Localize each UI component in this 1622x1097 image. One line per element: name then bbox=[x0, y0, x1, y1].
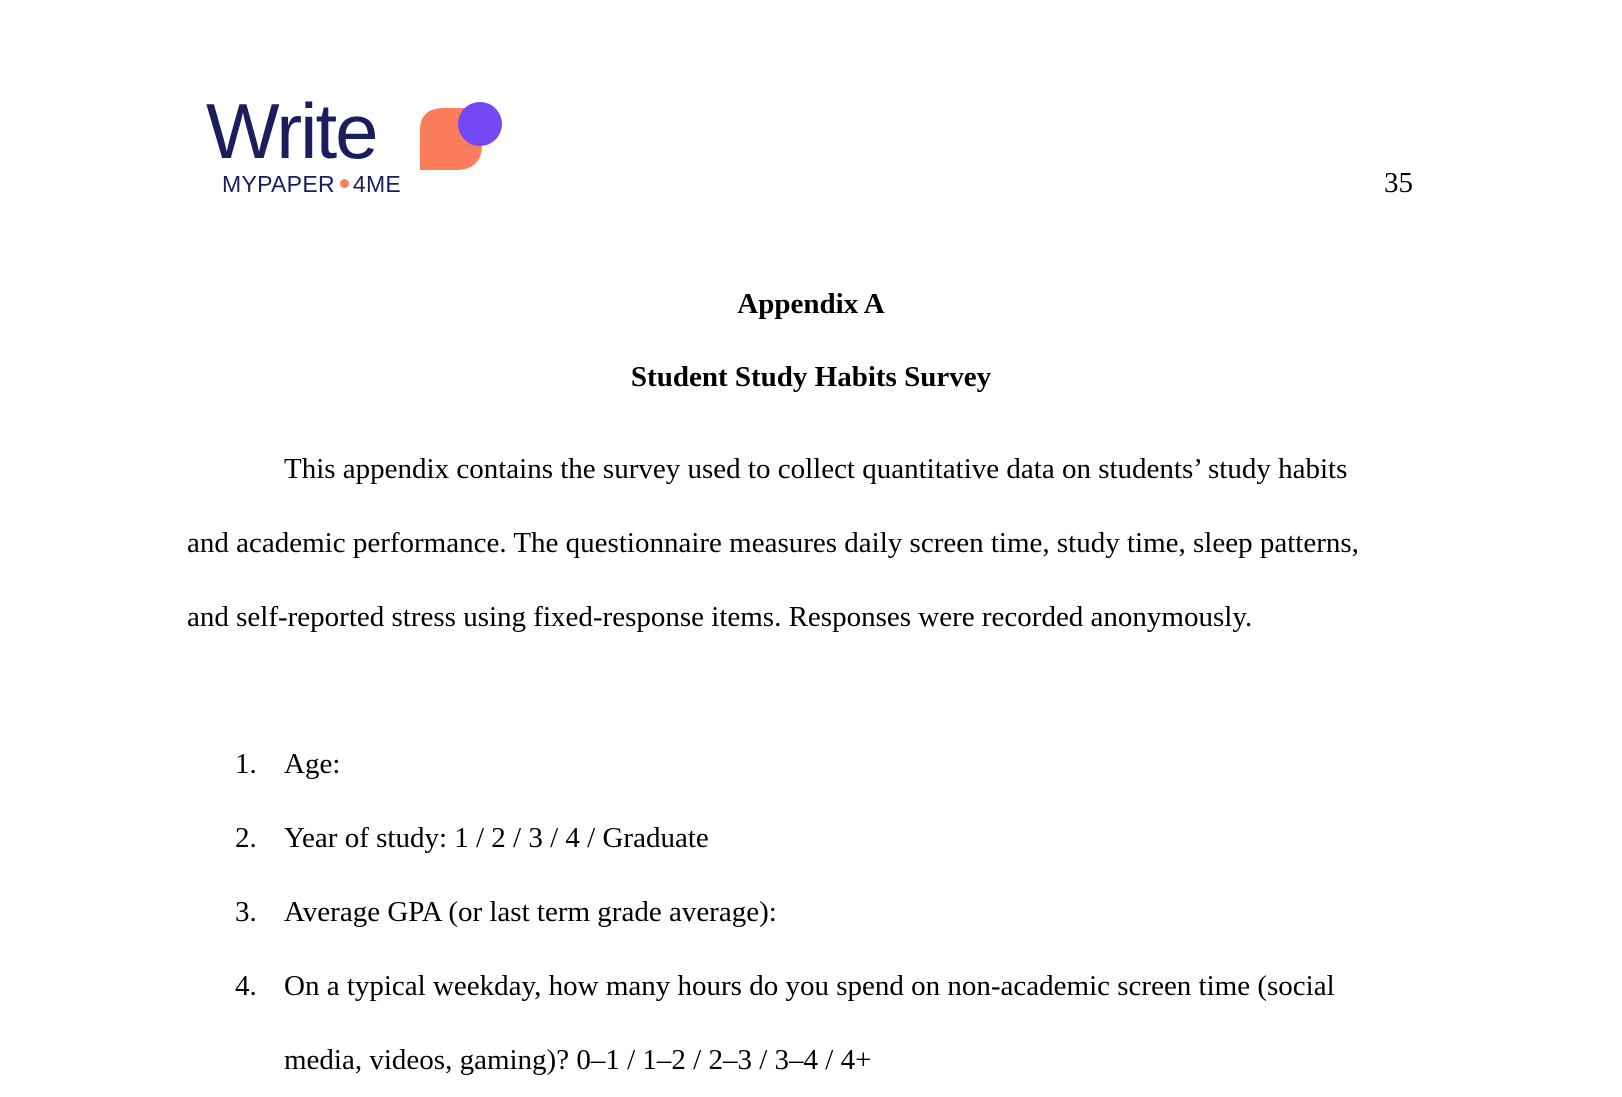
logo-wordmark: Write bbox=[206, 87, 377, 175]
logo-sub-left: MYPAPER bbox=[222, 171, 335, 197]
intro-paragraph: This appendix contains the survey used to collect quantitative data on students’ study habits and academic performance. The questionnaire measures daily screen time, study time, sleep patterns, and self-reported stress using fixed-response items. Responses were recorded anonymously. bbox=[187, 453, 1359, 633]
survey-question bbox=[187, 727, 1382, 801]
survey-question-list bbox=[187, 727, 1382, 1097]
brand-logo bbox=[206, 87, 506, 202]
question-number: 4. bbox=[235, 970, 257, 1002]
question-text: Age: bbox=[284, 748, 341, 780]
logo-mark-icon bbox=[420, 100, 506, 176]
question-text: Year of study: 1 / 2 / 3 / 4 / Graduate bbox=[284, 822, 709, 854]
question-text: Average GPA (or last term grade average): bbox=[284, 896, 777, 928]
page-number: 35 bbox=[1384, 167, 1413, 199]
logo-purple-dot bbox=[458, 102, 502, 146]
survey-question bbox=[187, 875, 1382, 949]
question-number: 1. bbox=[235, 748, 257, 780]
survey-question bbox=[187, 801, 1382, 875]
logo-sub-right: 4ME bbox=[352, 171, 402, 197]
survey-question bbox=[187, 949, 1382, 1097]
question-number: 2. bbox=[235, 822, 257, 854]
logo-subtitle bbox=[222, 170, 401, 198]
appendix-heading: Appendix A bbox=[737, 288, 885, 320]
survey-title: Student Study Habits Survey bbox=[630, 361, 992, 393]
logo-dot-icon bbox=[340, 179, 349, 188]
question-text: On a typical weekday, how many hours do you spend on non-academic screen time (social media, videos, gaming)? 0–1 / 1–2 / 2–3 / 3–4 / 4+ bbox=[284, 970, 1335, 1076]
question-number: 3. bbox=[235, 896, 257, 928]
